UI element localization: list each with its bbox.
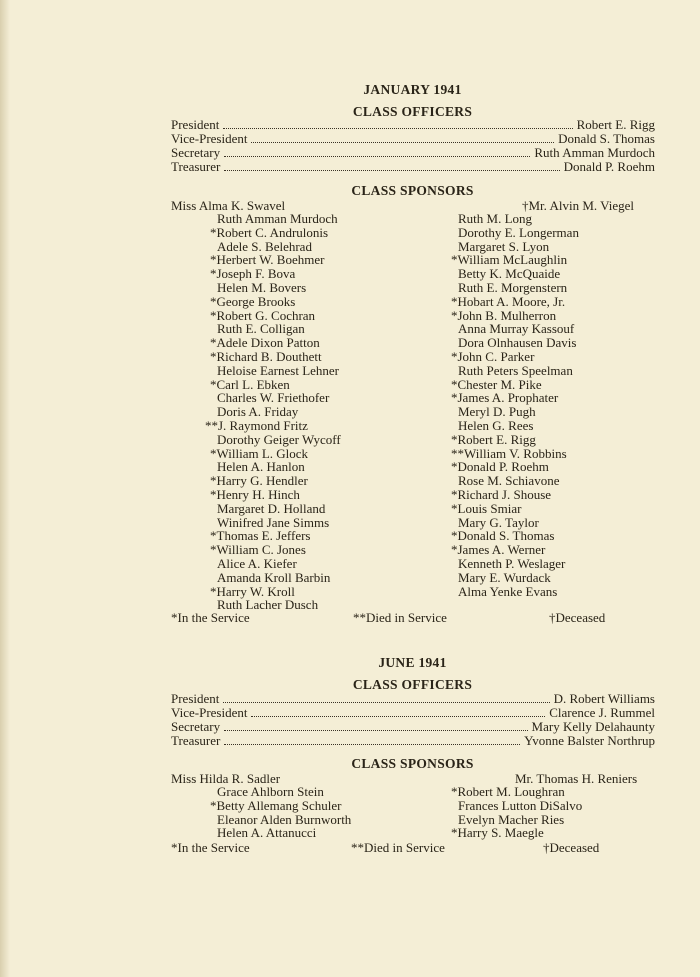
- jun-officer-vice-president: [171, 706, 655, 720]
- jun-left-sponsor-list: [171, 785, 351, 840]
- jan-heading: JANUARY 1941: [363, 82, 462, 97]
- sponsor-name: *William C. Jones: [210, 542, 306, 558]
- sponsor-name: *Joseph F. Bova: [210, 266, 296, 282]
- jun-legend-died: **Died in Service: [351, 840, 445, 855]
- jan-legend-service: *In the Service: [171, 610, 250, 625]
- sponsor-name: Charles W. Friethofer: [217, 390, 330, 406]
- sponsor-name: *William L. Glock: [210, 445, 309, 461]
- officer-name: Ruth Amman Murdoch: [534, 145, 655, 160]
- jan-left-sponsor-list: [171, 212, 341, 612]
- officer-role: Vice-President: [171, 131, 248, 146]
- sponsor-name: *Robert G. Cochran: [210, 307, 316, 323]
- sponsor-name: *Hobart A. Moore, Jr.: [451, 293, 566, 309]
- sponsor-name: *Adele Dixon Patton: [210, 335, 320, 351]
- officer-name: Donald P. Roehm: [563, 159, 655, 174]
- officer-name: D. Robert Williams: [553, 691, 655, 706]
- jun-legend-deceased: †Deceased: [543, 840, 600, 855]
- sponsor-name: *James A. Werner: [451, 542, 546, 558]
- sponsor-name: Ruth Amman Murdoch: [217, 211, 338, 226]
- officer-role: Vice-President: [171, 705, 248, 720]
- jun-sponsors-title: CLASS SPONSORS: [351, 756, 474, 771]
- sponsor-name: *Harry G. Hendler: [210, 473, 308, 489]
- sponsor-name: Ruth M. Long: [458, 211, 533, 226]
- sponsor-name: *George Brooks: [210, 293, 296, 309]
- jan-sponsors-title: CLASS SPONSORS: [351, 183, 474, 198]
- sponsor-name: Mary G. Taylor: [458, 514, 539, 530]
- sponsor-name: *Thomas E. Jeffers: [210, 528, 311, 544]
- sponsor-name: **William V. Robbins: [451, 445, 567, 461]
- sponsor-name: *Robert E. Rigg: [451, 431, 536, 447]
- sponsor-name: *Robert M. Loughran: [451, 784, 565, 799]
- jan-officer-vice-president: [171, 132, 655, 146]
- sponsor-name: *Betty Allemang Schuler: [210, 797, 342, 813]
- officer-name: Yvonne Balster Northrup: [524, 733, 655, 748]
- sponsor-name: *Donald P. Roehm: [451, 459, 549, 475]
- jan-right-first-sponsor: †Mr. Alvin M. Viegel: [522, 198, 635, 213]
- sponsor-name: Helen A. Attanucci: [217, 825, 317, 841]
- jan-legend-deceased: †Deceased: [549, 610, 606, 625]
- sponsor-name: Ruth Peters Speelman: [458, 362, 573, 378]
- officer-name: Clarence J. Rummel: [549, 705, 655, 720]
- jun-heading: JUNE 1941: [378, 655, 447, 670]
- jan-right-sponsor-list: [451, 212, 579, 598]
- jun-officers-title: CLASS OFFICERS: [352, 677, 473, 692]
- sponsor-name: Heloise Earnest Lehner: [217, 362, 340, 378]
- sponsor-name: *Donald S. Thomas: [451, 528, 555, 544]
- sponsor-name: Meryl D. Pugh: [458, 404, 536, 420]
- sponsor-name: Ruth E. Morgenstern: [458, 279, 568, 295]
- sponsor-name: Helen M. Bovers: [217, 279, 307, 295]
- jun-officer-secretary: [171, 720, 655, 734]
- sponsor-name: *John B. Mulherron: [451, 307, 557, 323]
- sponsor-name: Frances Lutton DiSalvo: [458, 797, 583, 813]
- sponsor-name: *James A. Prophater: [451, 390, 559, 406]
- sponsor-name: Winifred Jane Simms: [217, 514, 330, 530]
- officer-role: Secretary: [171, 145, 221, 160]
- sponsor-name: *Richard B. Douthett: [210, 348, 322, 364]
- sponsor-name: Evelyn Macher Ries: [458, 811, 565, 827]
- sponsor-name: Margaret S. Lyon: [458, 238, 550, 254]
- sponsor-name: Margaret D. Holland: [217, 500, 326, 516]
- officer-role: President: [171, 691, 220, 706]
- sponsor-name: *Richard J. Shouse: [451, 486, 552, 502]
- sponsor-name: *John C. Parker: [451, 348, 535, 364]
- jan-legend-died: **Died in Service: [353, 610, 447, 625]
- sponsor-name: *Louis Smiar: [451, 500, 522, 516]
- sponsor-name: Dorothy Geiger Wycoff: [217, 431, 341, 447]
- officer-name: Mary Kelly Delahaunty: [531, 719, 655, 734]
- sponsor-name: Dora Olnhausen Davis: [458, 335, 577, 351]
- sponsor-name: Grace Ahlborn Stein: [217, 784, 324, 799]
- sponsor-name: *Harry S. Maegle: [451, 825, 544, 841]
- page-edge-shadow: [0, 0, 10, 977]
- officer-role: Treasurer: [171, 159, 221, 174]
- jan-officer-secretary: [171, 146, 655, 160]
- jun-left-first-sponsor: Miss Hilda R. Sadler: [171, 771, 281, 786]
- sponsor-name: Helen A. Hanlon: [217, 459, 305, 475]
- sponsor-name: Adele S. Belehrad: [217, 238, 312, 254]
- officer-role: Treasurer: [171, 733, 221, 748]
- officer-name: Donald S. Thomas: [558, 131, 655, 146]
- officer-role: Secretary: [171, 719, 221, 734]
- sponsor-name: **J. Raymond Fritz: [205, 417, 308, 433]
- sponsor-name: Kenneth P. Weslager: [458, 555, 566, 571]
- jan-officer-treasurer: [171, 160, 655, 174]
- sponsor-name: Ruth Lacher Dusch: [217, 597, 319, 613]
- sponsor-name: Alma Yenke Evans: [458, 583, 558, 599]
- jun-right-sponsor-list: [451, 785, 582, 840]
- sponsor-name: *Carl L. Ebken: [210, 376, 290, 392]
- officer-role: President: [171, 117, 220, 132]
- sponsor-name: *Chester M. Pike: [451, 376, 542, 392]
- sponsor-name: *Henry H. Hinch: [210, 486, 300, 502]
- jun-right-first-sponsor: Mr. Thomas H. Reniers: [515, 771, 638, 786]
- jun-officer-president: [171, 692, 655, 706]
- jun-officer-treasurer: [171, 734, 655, 748]
- sponsor-name: Rose M. Schiavone: [458, 473, 560, 489]
- jan-officers-title: CLASS OFFICERS: [352, 104, 473, 119]
- sponsor-name: Anna Murray Kassouf: [458, 321, 575, 337]
- jun-legend-service: *In the Service: [171, 840, 250, 855]
- sponsor-name: Ruth E. Colligan: [217, 321, 305, 337]
- sponsor-name: Betty K. McQuaide: [458, 266, 561, 282]
- jan-officer-president: [171, 118, 655, 132]
- sponsor-name: Amanda Kroll Barbin: [217, 569, 331, 585]
- sponsor-name: *Robert C. Andrulonis: [210, 224, 329, 240]
- officer-name: Robert E. Rigg: [576, 117, 655, 132]
- sponsor-name: Alice A. Kiefer: [217, 555, 297, 571]
- sponsor-name: Helen G. Rees: [458, 417, 534, 433]
- jan-left-first-sponsor: Miss Alma K. Swavel: [171, 198, 286, 213]
- sponsor-name: Mary E. Wurdack: [458, 569, 551, 585]
- sponsor-name: *Herbert W. Boehmer: [210, 252, 325, 268]
- sponsor-name: Doris A. Friday: [217, 404, 299, 420]
- sponsor-name: *Harry W. Kroll: [210, 583, 295, 599]
- sponsor-name: Eleanor Alden Burnworth: [217, 811, 352, 827]
- sponsor-name: *William McLaughlin: [451, 252, 568, 268]
- sponsor-name: Dorothy E. Longerman: [458, 224, 579, 240]
